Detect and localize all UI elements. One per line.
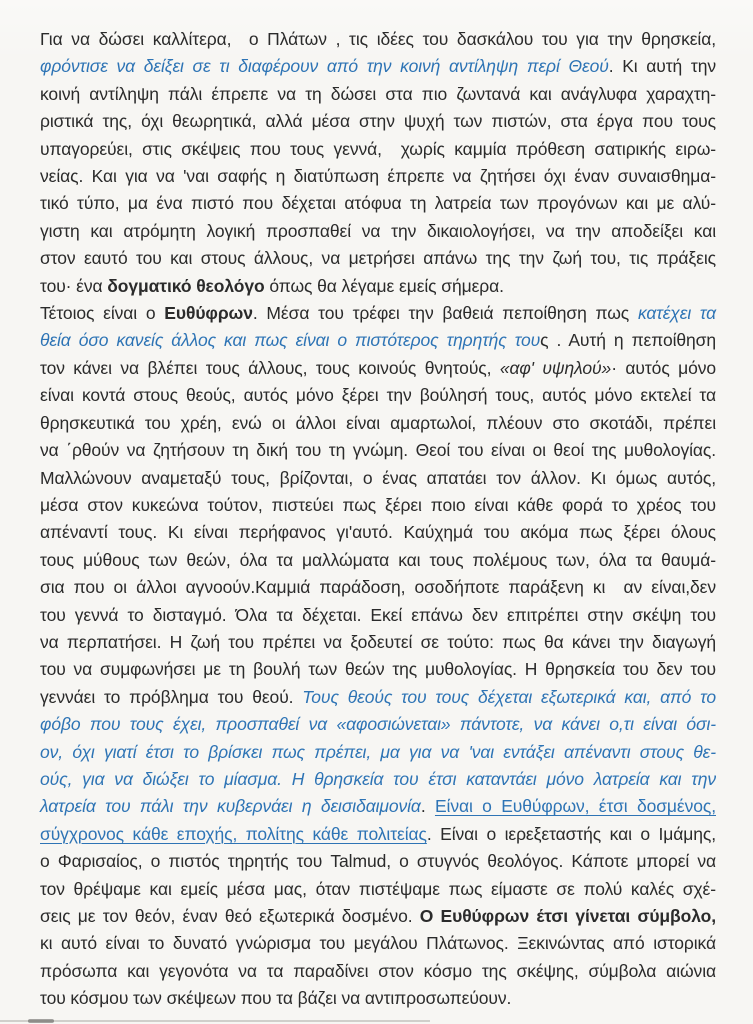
text-line [40,327,716,354]
scan-edge-artifact [0,1020,430,1022]
text-line [40,382,716,409]
text-run: σια που οι άλλοι αγνοούν.Καμμιά παράδοση, οσοδήποτε παράξενη κι αν είναι,δεν [40,577,716,598]
text-run: ο Φαρισαίος, ο πιστός τηρητής του Talmud, ο στυγνός θεολόγος. Κάποτε μπορεί να [40,851,716,872]
text-line [40,985,716,1012]
bold-run: Ο Ευθύφρων έτσι γίνεται σύμβολο, [419,906,716,926]
text-line [40,656,716,683]
text-run: τον θρέψαμε και εμείς μέσα μας, όταν πιστέψαμε πως είμαστε σε πολύ καλές σχέ- [40,878,716,899]
text-line [40,410,716,437]
text-run: γεννάει το πρόβλημα του θεού. [40,686,303,707]
text-line [40,437,716,464]
text-run: του να συμφωνήσει με τη βουλή των θεών της μυθολογίας. Η θρησκεία του δεν του [40,659,716,680]
blue-italic-run: ούς, για να διώξει το μίασμα. Η θρησκεία του έτσι καταντάει μόνο λατρεία και την [40,768,716,789]
text-run: πρόσωπα και γεγονότα να τα παραδίνει στον κόσμο της σκέψης, σύμβολα αιώνια [40,960,716,981]
text-line [40,163,716,190]
blue-italic-run: λατρεία του πάλι την κυβερνάει η δεισιδαιμονία [40,796,421,817]
text-run: του· ένα [40,275,108,296]
text-run: Μαλλώνουν αναμεταξύ τους, βρίζονται, ο ένας απατάει τον άλλον. Κι όμως αυτός, [40,467,716,488]
text-line [40,218,716,245]
text-line [40,492,716,519]
scan-smudge-artifact [28,1019,54,1023]
text-line [40,108,716,135]
text-line [40,903,716,930]
text-run: του γεννά το δισταγμό. Όλα τα δέχεται. Εκεί επάνω δεν επιτρέπει στην σκέψη του [40,604,716,625]
text-run: γιστη και ατρόμητη λογική προσπαθεί να την δικαιολογήσει, να την αποδείξει και [40,220,716,241]
text-line [40,739,716,766]
blue-italic-run: θεία όσο κανείς άλλος και πως είναι ο πιστότερος τηρητής του [40,330,541,351]
text-run: κι αυτό είναι το δυνατό γνώρισμα του μεγάλου Πλάτωνος. Ξεκινώντας από ιστορικά [40,933,716,954]
text-run: Για να δώσει καλλίτερα, ο Πλάτων , τις ιδέες του δασκάλου του για την θρησκεία, [40,29,716,49]
text-line [40,136,716,163]
text-line [40,300,716,327]
text-run: . Κι αυτή την [608,56,716,77]
blue-italic-run: φόβο που τους έχει, προσπαθεί να «αφοσιώνεται» πάντοτε, να κάνει ο,τι είναι όσι- [40,714,716,735]
text-run: να ΄ρθούν να ζητήσουν τη δική του τη γνώμη. Θεοί του είναι οι θεοί της μυθολογίας. [40,440,716,461]
text-block [40,26,716,1013]
text-line [40,81,716,108]
text-run: ς . Αυτή η πεποίθηση [540,330,716,351]
text-run: υπαγορεύει, στις σκέψεις που τους γεννά, χωρίς καμμία πρόθεση σατιρικής ειρω- [40,138,716,159]
bold-run: δογματικό θεολόγο [107,275,265,296]
text-line [40,930,716,957]
text-run: ριστικά της, όχι θεωρητικά, αλλά μέσα στην ψυχή των πιστών, στα έργα που τους [40,111,716,132]
text-run: να περπατήσει. Η ζωή του πρέπει να ξοδευτεί σε τούτο: πως θα κάνει την διαγωγή [40,631,716,652]
blue-italic-run: κατέχει τα [637,303,717,324]
text-run: του κόσμου των σκέψεων που τα βάζει να αντιπροσωπεύουν. [40,988,512,1009]
text-line [40,711,716,738]
text-line [40,245,716,272]
blue-underline-run: σύγχρονος κάθε εποχής, πολίτης κάθε πολιτείας [40,823,427,844]
text-run: · αυτός μόνο [611,357,717,378]
text-run: . [420,796,435,817]
text-line [40,465,716,492]
text-line [40,793,716,820]
text-line [40,547,716,574]
text-line [40,958,716,985]
text-line [40,602,716,629]
text-line [40,821,716,848]
text-run: τον κάνει να βλέπει τους άλλους, τους κοινούς θνητούς, [40,357,500,378]
text-run: είναι κοντά στους θεούς, αυτός μόνο ξέρει την βούλησή τους, αυτός μόνο εκτελεί τα [40,385,716,406]
text-line [40,190,716,217]
text-run: κοινή αντίληψη πάλι έπρεπε να τη δώσει στα πιο ζωντανά και ανάγλυφα χαραχτη- [40,83,716,104]
text-run: . Μέσα του τρέφει την βαθειά πεποίθηση πως [252,303,638,324]
text-run: σεις με τον θεόν, έναν θεό εξωτερικά δοσμένο. [40,906,420,926]
blue-underline-run: Είναι ο Ευθύφρων, έτσι δοσμένος, [434,796,716,817]
text-run: τικό τύπο, μα ένα πιστό που δέχεται ατόφυα τη λατρεία των προγόνων και με αλύ- [40,193,716,214]
text-run: θρησκευτικά του χρέη, ενώ οι άλλοι είναι αμαρτωλοί, πλέουν στο σκοτάδι, πρέπει [40,412,716,433]
text-line [40,766,716,793]
text-line [40,53,716,80]
text-run: στον εαυτό του και στους άλλους, να μετρήσει απάνω της την ζωή του, τις πράξεις [40,248,716,269]
text-line [40,629,716,656]
bold-run: Ευθύφρων [164,303,253,324]
text-line [40,848,716,875]
text-run: όπως θα λέγαμε εμείς σήμερα. [264,275,504,296]
text-line [40,355,716,382]
blue-italic-run: ον, όχι γιατί έτσι το βρίσκει πως πρέπει, μα για να 'ναι εντάξει απέναντι στους θε- [40,741,716,762]
text-run: . Είναι ο ιερεξεταστής και ο Ιμάμης, [426,823,716,844]
text-line [40,26,716,53]
text-line [40,273,716,300]
text-line [40,519,716,546]
text-run: τους μύθους των θεών, όλα τα μαλλώματα και τους πολέμους των, όλα τα θαυμά- [40,549,716,570]
text-run: μέσα στον κυκεώνα τούτον, πιστεύει πως ξέρει ποιο είναι κάθε φορά το χρέος του [40,494,716,515]
italic-run: «αφ' υψηλού» [499,357,612,378]
text-line [40,876,716,903]
text-run: νείας. Και για να 'ναι σαφής η διατύπωση έπρεπε να ζητήσει όχι έναν συναισθημα- [40,166,716,187]
blue-italic-run: φρόντισε να δείξει σε τι διαφέρουν από την κοινή αντίληψη περί Θεού [40,56,609,77]
text-line [40,574,716,601]
blue-italic-run: Τους θεούς του τους δέχεται εξωτερικά και, από το [302,686,716,707]
text-run: Τέτοιος είναι ο [40,303,165,324]
text-line [40,684,716,711]
text-run: απέναντί τους. Κι είναι περήφανος γι'αυτό. Καύχημά του ακόμα πως ξέρει όλους [40,522,716,543]
